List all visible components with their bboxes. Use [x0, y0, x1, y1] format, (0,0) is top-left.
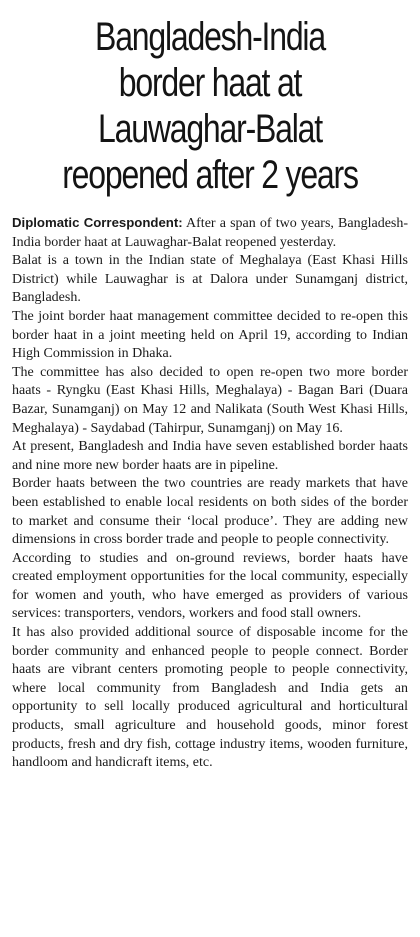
paragraph-balat: Balat is a town in the Indian state of Meghalaya (East Khasi Hills District) while Lauwaghar is at Dalora under Sunamganj district, Bangladesh.: [12, 253, 408, 306]
paragraph-income: It has also provided additional source of disposable income for the border community and enhanced people to people connect. Border haats are vibrant centers promoting people to people connectivity, where local community from Bangladesh and India gets an opportunity to sell locally produced agricultural and horticultural products, small agriculture and household goods, minor forest products, fresh and dry fish, cottage industry items, wooden furniture, handloom and handicraft items, etc.: [12, 625, 408, 771]
paragraph-markets: Border haats between the two countries are ready markets that have been established to enable local residents on both sides of the border to market and consume their ‘local produce’. They are adding new dimensions in cross border trade and people to people connectivity.: [12, 476, 408, 548]
lead-text: After a span of two years, Bangladesh-India border haat at Lauwaghar-Balat reopened yesterday.: [12, 216, 409, 250]
headline: Bangladesh-India border haat at Lauwaghar-Balat reopened after 2 years: [62, 15, 358, 197]
paragraph-present-status: At present, Bangladesh and India have seven established border haats and nine more new border haats are in pipeline.: [12, 439, 408, 473]
paragraph-more-haats: The committee has also decided to open re-open two more border haats - Ryngku (East Khasi Hills, Meghalaya) - Bagan Bari (Duara Bazar, Sunamganj) on May 12 and Nalikata (South West Khasi Hills, Meghalaya) - Saydabad (Tahirpur, Sunamganj) on May 16.: [12, 364, 408, 436]
paragraph-employment: According to studies and on-ground reviews, border haats have created employment opportunities for the local community, especially for women and youth, who have emerged as providers of various services: transporters, vendors, workers and food stall owners.: [12, 550, 408, 622]
lead-paragraph: [12, 214, 408, 252]
byline: Diplomatic Correspondent:: [12, 215, 183, 230]
paragraph-committee-decision: The joint border haat management committee decided to re-open this border haat in a joint meeting held on April 19, according to Indian High Commission in Dhaka.: [12, 308, 408, 362]
article-body: [12, 214, 408, 773]
